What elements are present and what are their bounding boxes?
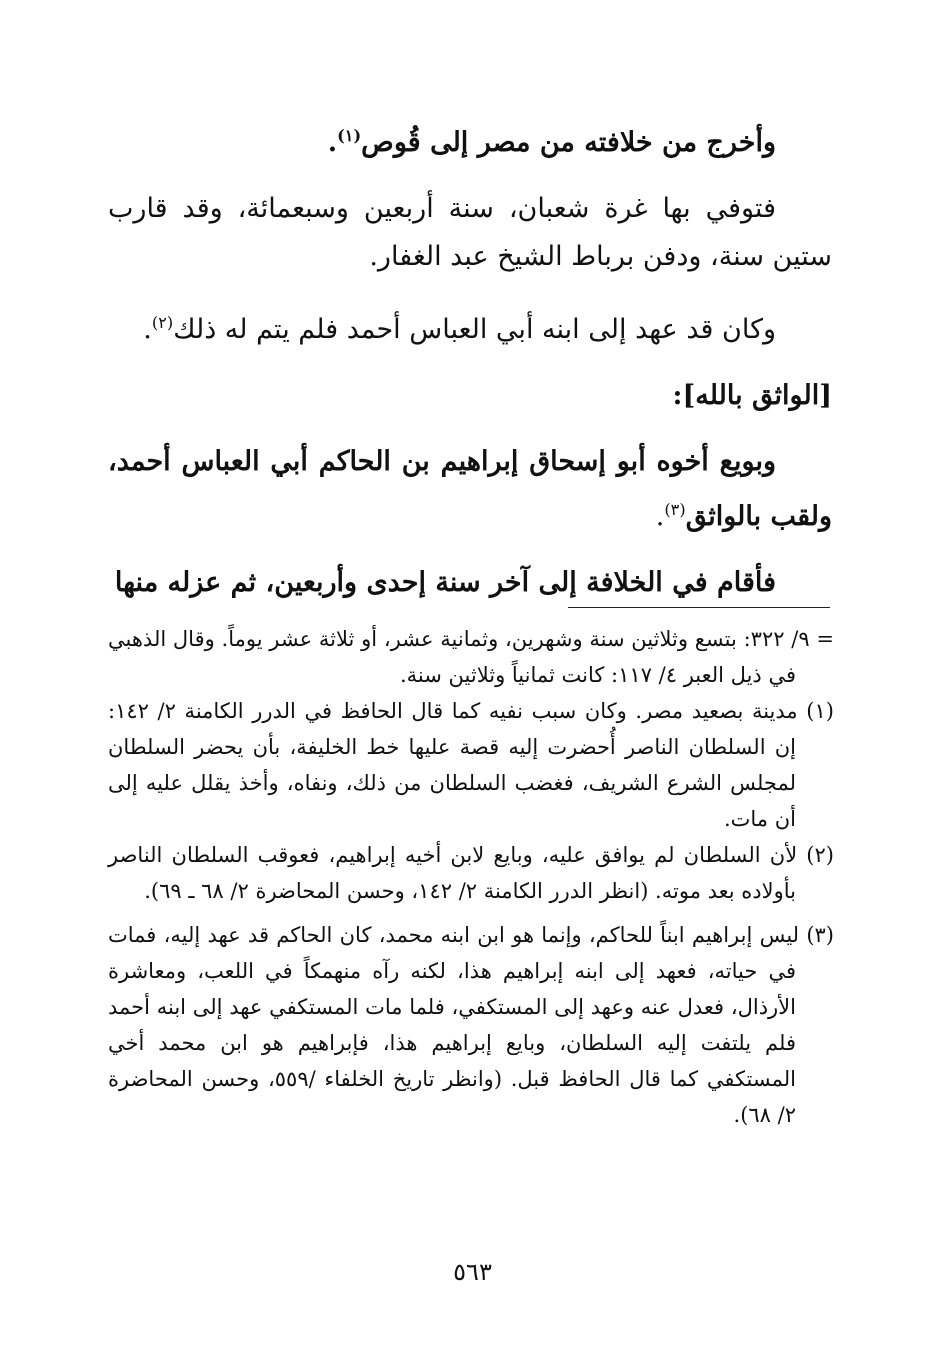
paragraph-allegiance-period: .: [655, 501, 665, 532]
main-text: [108, 112, 832, 607]
footnote-2: (٢) لأن السلطان لم يوافق عليه، وبايع لابن أخيه إبراهيم، فعوقب السلطان الناصر بأولاده بعد موته. (انظر الدرر الكامنة ٢/ ١٤٢، وحسن المحاضرة ٢/ ٦٨ ـ ٦٩).: [108, 843, 834, 903]
paragraph-exile-period: .: [327, 127, 338, 158]
footnotes: [108, 621, 834, 1133]
footnote-separator: [568, 607, 830, 608]
footnote-ref-2: (٢): [151, 313, 174, 332]
section-heading: [الواثق بالله]:: [672, 380, 832, 411]
paragraph-succession-text: وكان قد عهد إلى ابنه أبي العباس أحمد فلم يتم له ذلك: [173, 314, 776, 345]
paragraph-death: فتوفي بها غرة شعبان، سنة أربعين وسبعمائة، وقد قارب ستين سنة، ودفن برباط الشيخ عبد الغفار.: [108, 193, 832, 272]
footnote-1: (١) مدينة بصعيد مصر. وكان سبب نفيه كما قال الحافظ في الدرر الكامنة ٢/ ١٤٢: إن السلطان الناصر أُحضرت إليه قصة عليها خط الخليفة، بأن يحضر السلطان لمجلس الشرع الشريف، فغضب السلطان من ذلك، ونفاه، وأخذ يقلل عليه إلى أن مات.: [108, 699, 834, 831]
paragraph-allegiance: [108, 438, 832, 541]
paragraph-succession-period: .: [143, 314, 152, 345]
paragraph-tenure: فأقام في الخلافة إلى آخر سنة إحدى وأربعين، ثم عزله منها: [114, 567, 776, 598]
footnote-ref-3: (٣): [664, 500, 686, 519]
paragraph-exile-text: وأخرج من خلافته من مصر إلى قُوص: [361, 127, 776, 158]
page-number: ٥٦٣: [453, 1258, 492, 1286]
footnote-3: (٣) ليس إبراهيم ابناً للحاكم، وإنما هو ابن ابنه محمد، كان الحاكم قد عهد إليه، فمات في حياته، فعهد إلى ابنه إبراهيم هذا، لكنه رآه منهمكاً في اللعب، ومعاشرة الأرذال، فعدل عنه وعهد إلى المستكفي، فلما مات المستكفي عهد إلى ابنه أحمد فلم يلتفت إليه السلطان، وبايع إبراهيم هذا، فإبراهيم هو ابن محمد أخي المستكفي كما قال الحافظ قبل. (وانظر تاريخ الخلفاء /٥٥٩، وحسن المحاضرة ٢/ ٦٨).: [108, 923, 834, 1127]
paragraph-succession: [108, 299, 832, 354]
footnote-continuation: = ٩/ ٣٢٢: بتسع وثلاثين سنة وشهرين، وثمانية عشر، أو ثلاثة عشر يوماً. وقال الذهبي في ذيل العبر ٤/ ١١٧: كانت ثمانياً وثلاثين سنة.: [108, 627, 834, 687]
paragraph-exile: [108, 112, 832, 167]
footnote-ref-1: (١): [337, 126, 362, 145]
paragraph-allegiance-text: وبويع أخوه أبو إسحاق إبراهيم بن الحاكم أبي العباس أحمد، ولقب بالواثق: [108, 446, 832, 532]
